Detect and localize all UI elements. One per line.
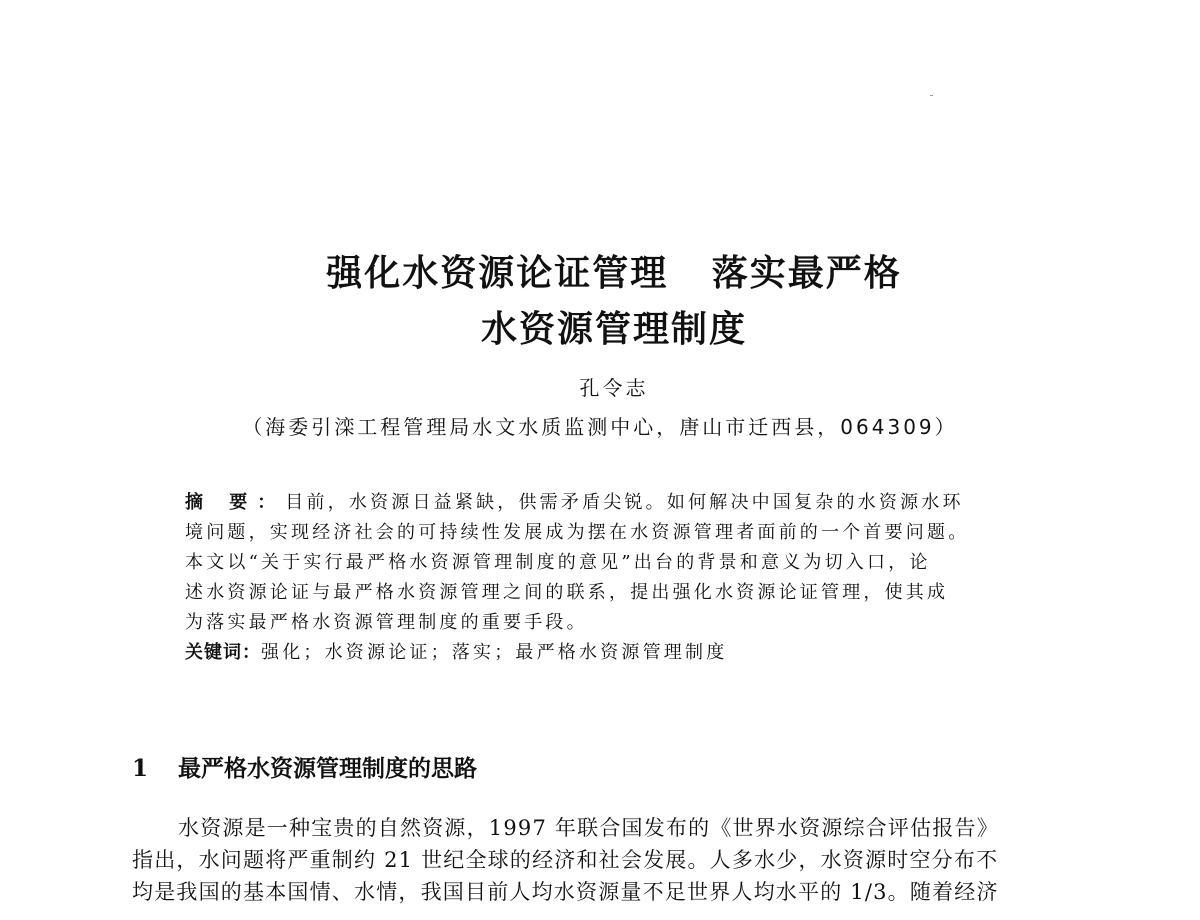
scan-speck xyxy=(930,95,933,96)
abstract-line: 为落实最严格水资源管理制度的重要手段。 xyxy=(185,612,588,633)
section-body xyxy=(132,812,1092,908)
abstract-line xyxy=(185,488,1055,518)
body-line: 水资源是一种宝贵的自然资源，1997 年联合国发布的《世界水资源综合评估报告》 xyxy=(178,816,999,840)
section-number: 1 xyxy=(132,755,149,782)
abstract-text: 目前，水资源日益紧缺，供需矛盾尖锐。如何解决中国复杂的水资源水环 xyxy=(285,492,964,513)
section-title: 最严格水资源管理制度的思路 xyxy=(178,755,477,782)
paper-title-line-1: 强化水资源论证管理 落实最严格 xyxy=(326,253,902,294)
abstract-block xyxy=(185,488,1055,668)
section-heading xyxy=(132,752,477,786)
author-name: 孔令志 xyxy=(579,376,649,400)
abstract-line: 本文以“关于实行最严格水资源管理制度的意见”出台的背景和意义为切入口，论 xyxy=(185,552,931,573)
keywords-text: 强化；水资源论证；落实；最严格水资源管理制度 xyxy=(261,642,728,663)
author-affiliation: （海委引滦工程管理局水文水质监测中心，唐山市迁西县，064309） xyxy=(242,415,958,439)
abstract-line: 境问题，实现经济社会的可持续性发展成为摆在水资源管理者面前的一个首要问题。 xyxy=(185,522,970,543)
keywords-label: 关键词： xyxy=(185,642,261,663)
keywords-line xyxy=(185,638,1055,668)
body-line: 指出，水问题将严重制约 21 世纪全球的经济和社会发展。人多水少，水资源时空分布不 xyxy=(132,848,999,872)
paper-title-line-2: 水资源管理制度 xyxy=(480,309,747,350)
abstract-line: 述水资源论证与最严格水资源管理之间的联系，提出强化水资源论证管理，使其成 xyxy=(185,582,949,603)
body-line: 均是我国的基本国情、水情，我国目前人均水资源量不足世界人均水平的 1/3。随着经济 xyxy=(132,880,999,904)
abstract-label: 摘 要： xyxy=(185,492,286,513)
